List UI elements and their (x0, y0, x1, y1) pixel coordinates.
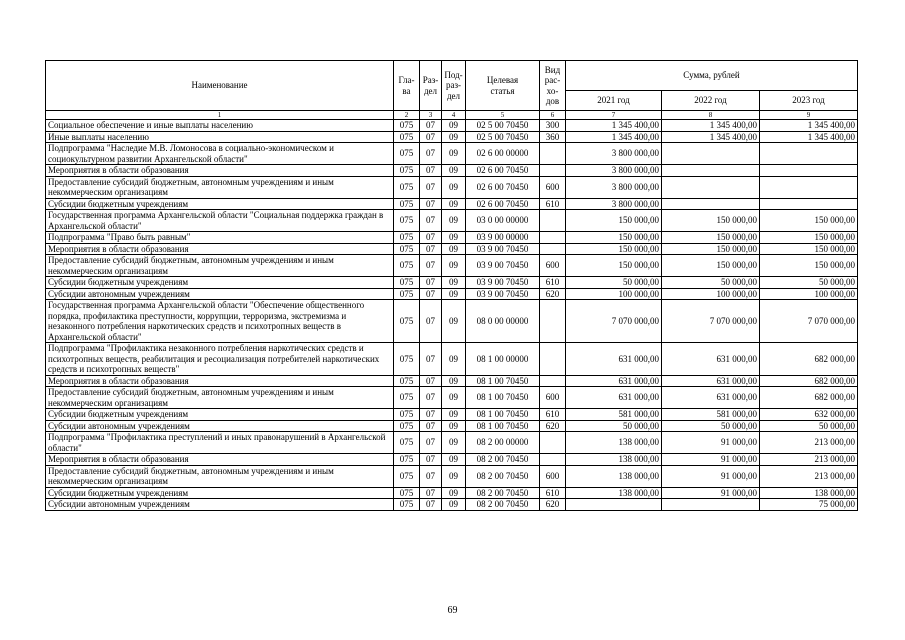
row-razdel: 07 (420, 343, 442, 376)
row-target: 02 6 00 70450 (466, 176, 540, 198)
table-row (46, 232, 858, 244)
row-amount-2022: 91 000,00 (662, 465, 760, 487)
row-glava: 075 (394, 131, 420, 143)
row-target: 02 6 00 70450 (466, 198, 540, 210)
budget-table (45, 60, 858, 511)
column-number: 9 (760, 111, 858, 120)
row-glava: 075 (394, 143, 420, 165)
row-razdel: 07 (420, 300, 442, 343)
row-amount-2022: 1 345 400,00 (662, 131, 760, 143)
table-row (46, 210, 858, 232)
column-number: 1 (46, 111, 394, 120)
row-podrazdel: 09 (442, 277, 466, 289)
row-podrazdel: 09 (442, 343, 466, 376)
row-name: Государственная программа Архангельской области "Обеспечение общественного порядка, профилактика преступности, коррупции, терроризма, экстремизма и незаконного потребления наркотических средств и психотропных веществ в Архангельской области" (46, 300, 394, 343)
row-razdel: 07 (420, 243, 442, 255)
row-podrazdel: 09 (442, 210, 466, 232)
row-amount-2023: 50 000,00 (760, 420, 858, 432)
table-row (46, 288, 858, 300)
row-amount-2021: 50 000,00 (566, 420, 662, 432)
row-target: 08 2 00 70450 (466, 465, 540, 487)
row-podrazdel: 09 (442, 131, 466, 143)
row-vid: 620 (540, 420, 566, 432)
header-2021: 2021 год (566, 91, 662, 111)
row-glava: 075 (394, 198, 420, 210)
row-name: Иные выплаты населению (46, 131, 394, 143)
row-glava: 075 (394, 232, 420, 244)
row-razdel: 07 (420, 288, 442, 300)
header-2022: 2022 год (662, 91, 760, 111)
row-amount-2023 (760, 198, 858, 210)
row-amount-2023: 150 000,00 (760, 232, 858, 244)
row-vid (540, 143, 566, 165)
table-row (46, 176, 858, 198)
row-amount-2022: 7 070 000,00 (662, 300, 760, 343)
row-name: Субсидии автономным учреждениям (46, 288, 394, 300)
row-glava: 075 (394, 255, 420, 277)
row-name: Государственная программа Архангельской области "Социальная поддержка граждан в Архангельской области" (46, 210, 394, 232)
table-row (46, 487, 858, 499)
table-row (46, 375, 858, 387)
row-amount-2022: 91 000,00 (662, 454, 760, 466)
row-target: 03 9 00 70450 (466, 288, 540, 300)
row-podrazdel: 09 (442, 409, 466, 421)
row-amount-2023: 7 070 000,00 (760, 300, 858, 343)
row-podrazdel: 09 (442, 375, 466, 387)
row-glava: 075 (394, 409, 420, 421)
row-amount-2021: 3 800 000,00 (566, 143, 662, 165)
row-amount-2023 (760, 176, 858, 198)
row-amount-2022 (662, 176, 760, 198)
row-amount-2021: 138 000,00 (566, 432, 662, 454)
row-amount-2023: 50 000,00 (760, 277, 858, 289)
row-razdel: 07 (420, 176, 442, 198)
row-amount-2023: 682 000,00 (760, 375, 858, 387)
row-vid: 620 (540, 288, 566, 300)
row-razdel: 07 (420, 375, 442, 387)
row-podrazdel: 09 (442, 143, 466, 165)
row-vid (540, 375, 566, 387)
row-amount-2022: 91 000,00 (662, 487, 760, 499)
row-amount-2021: 631 000,00 (566, 343, 662, 376)
row-amount-2021: 100 000,00 (566, 288, 662, 300)
row-vid: 600 (540, 465, 566, 487)
table-header (46, 61, 858, 120)
row-amount-2022: 1 345 400,00 (662, 120, 760, 132)
table-row (46, 243, 858, 255)
row-vid: 610 (540, 277, 566, 289)
row-razdel: 07 (420, 432, 442, 454)
row-razdel: 07 (420, 499, 442, 511)
row-razdel: 07 (420, 387, 442, 409)
row-vid: 610 (540, 409, 566, 421)
column-number: 6 (540, 111, 566, 120)
row-name: Субсидии автономным учреждениям (46, 499, 394, 511)
row-amount-2023: 213 000,00 (760, 432, 858, 454)
row-vid: 600 (540, 176, 566, 198)
row-target: 02 5 00 70450 (466, 120, 540, 132)
row-target: 03 9 00 70450 (466, 255, 540, 277)
row-amount-2023: 213 000,00 (760, 454, 858, 466)
row-razdel: 07 (420, 487, 442, 499)
row-amount-2023: 150 000,00 (760, 255, 858, 277)
row-podrazdel: 09 (442, 288, 466, 300)
row-amount-2022: 631 000,00 (662, 343, 760, 376)
row-amount-2022: 631 000,00 (662, 375, 760, 387)
row-razdel: 07 (420, 143, 442, 165)
row-razdel: 07 (420, 409, 442, 421)
row-amount-2023: 138 000,00 (760, 487, 858, 499)
row-target: 02 6 00 70450 (466, 165, 540, 177)
row-amount-2023: 632 000,00 (760, 409, 858, 421)
row-name: Мероприятия в области образования (46, 243, 394, 255)
table-row (46, 165, 858, 177)
row-amount-2021: 1 345 400,00 (566, 120, 662, 132)
row-podrazdel: 09 (442, 165, 466, 177)
row-target: 08 1 00 70450 (466, 375, 540, 387)
row-amount-2022 (662, 143, 760, 165)
header-target: Целевая статья (466, 61, 540, 111)
row-vid (540, 343, 566, 376)
row-razdel: 07 (420, 277, 442, 289)
column-number-row (46, 111, 858, 120)
page-number: 69 (447, 605, 458, 616)
row-glava: 075 (394, 499, 420, 511)
row-amount-2021: 7 070 000,00 (566, 300, 662, 343)
row-name: Предоставление субсидий бюджетным, автономным учреждениям и иным некоммерческим организациям (46, 387, 394, 409)
row-razdel: 07 (420, 210, 442, 232)
table-row (46, 343, 858, 376)
row-amount-2023: 75 000,00 (760, 499, 858, 511)
row-target: 08 1 00 70450 (466, 409, 540, 421)
row-amount-2021: 1 345 400,00 (566, 131, 662, 143)
table-row (46, 255, 858, 277)
row-name: Предоставление субсидий бюджетным, автономным учреждениям и иным некоммерческим организациям (46, 255, 394, 277)
row-amount-2022 (662, 198, 760, 210)
header-sum: Сумма, рублей (566, 61, 858, 91)
row-podrazdel: 09 (442, 120, 466, 132)
row-glava: 075 (394, 165, 420, 177)
row-podrazdel: 09 (442, 465, 466, 487)
header-vid: Вид рас- хо- дов (540, 61, 566, 111)
row-name: Субсидии бюджетным учреждениям (46, 487, 394, 499)
row-name: Подпрограмма "Наследие М.В. Ломоносова в социально-экономическом и социокультурном развитии Архангельской области" (46, 143, 394, 165)
table-row (46, 454, 858, 466)
row-vid: 620 (540, 499, 566, 511)
table-row (46, 465, 858, 487)
table-row (46, 499, 858, 511)
row-name: Мероприятия в области образования (46, 165, 394, 177)
row-glava: 075 (394, 210, 420, 232)
row-target: 08 2 00 00000 (466, 432, 540, 454)
row-podrazdel: 09 (442, 198, 466, 210)
row-glava: 075 (394, 432, 420, 454)
row-amount-2022: 581 000,00 (662, 409, 760, 421)
table-row (46, 277, 858, 289)
column-number: 7 (566, 111, 662, 120)
row-amount-2022: 50 000,00 (662, 420, 760, 432)
table-row (46, 420, 858, 432)
row-amount-2021: 150 000,00 (566, 210, 662, 232)
row-name: Социальное обеспечение и иные выплаты населению (46, 120, 394, 132)
row-amount-2021: 581 000,00 (566, 409, 662, 421)
row-razdel: 07 (420, 232, 442, 244)
row-amount-2022: 150 000,00 (662, 232, 760, 244)
row-glava: 075 (394, 277, 420, 289)
row-glava: 075 (394, 465, 420, 487)
row-podrazdel: 09 (442, 432, 466, 454)
row-glava: 075 (394, 420, 420, 432)
row-target: 08 1 00 70450 (466, 420, 540, 432)
row-glava: 075 (394, 487, 420, 499)
row-vid: 300 (540, 120, 566, 132)
header-razdel: Раз- дел (420, 61, 442, 111)
row-podrazdel: 09 (442, 243, 466, 255)
row-amount-2021: 3 800 000,00 (566, 165, 662, 177)
column-number: 4 (442, 111, 466, 120)
row-vid (540, 432, 566, 454)
row-amount-2023: 1 345 400,00 (760, 120, 858, 132)
row-target: 03 0 00 00000 (466, 210, 540, 232)
row-vid (540, 300, 566, 343)
row-name: Подпрограмма "Право быть равным" (46, 232, 394, 244)
row-glava: 075 (394, 120, 420, 132)
row-razdel: 07 (420, 255, 442, 277)
row-amount-2022: 100 000,00 (662, 288, 760, 300)
row-glava: 075 (394, 300, 420, 343)
row-amount-2023: 213 000,00 (760, 465, 858, 487)
header-2023: 2023 год (760, 91, 858, 111)
row-amount-2022 (662, 499, 760, 511)
row-amount-2021: 150 000,00 (566, 243, 662, 255)
row-razdel: 07 (420, 198, 442, 210)
row-name: Субсидии бюджетным учреждениям (46, 409, 394, 421)
row-podrazdel: 09 (442, 176, 466, 198)
row-amount-2021: 150 000,00 (566, 255, 662, 277)
row-podrazdel: 09 (442, 255, 466, 277)
row-vid: 610 (540, 487, 566, 499)
table-body (46, 120, 858, 511)
table-row (46, 120, 858, 132)
row-vid (540, 243, 566, 255)
row-amount-2023: 150 000,00 (760, 210, 858, 232)
row-name: Предоставление субсидий бюджетным, автономным учреждениям и иным некоммерческим организациям (46, 176, 394, 198)
row-glava: 075 (394, 176, 420, 198)
row-vid: 610 (540, 198, 566, 210)
table-row (46, 409, 858, 421)
header-name: Наименование (46, 61, 394, 111)
row-target: 03 9 00 00000 (466, 232, 540, 244)
row-razdel: 07 (420, 165, 442, 177)
row-target: 03 9 00 70450 (466, 277, 540, 289)
row-amount-2022: 50 000,00 (662, 277, 760, 289)
row-target: 02 6 00 00000 (466, 143, 540, 165)
row-amount-2023: 150 000,00 (760, 243, 858, 255)
row-podrazdel: 09 (442, 387, 466, 409)
row-vid: 360 (540, 131, 566, 143)
row-amount-2021: 138 000,00 (566, 465, 662, 487)
row-vid (540, 454, 566, 466)
row-podrazdel: 09 (442, 232, 466, 244)
row-razdel: 07 (420, 454, 442, 466)
row-amount-2023 (760, 165, 858, 177)
row-amount-2022: 150 000,00 (662, 255, 760, 277)
row-razdel: 07 (420, 120, 442, 132)
table-row (46, 300, 858, 343)
row-vid (540, 210, 566, 232)
row-name: Мероприятия в области образования (46, 454, 394, 466)
row-target: 08 1 00 00000 (466, 343, 540, 376)
table-row (46, 131, 858, 143)
row-amount-2021: 3 800 000,00 (566, 176, 662, 198)
row-name: Мероприятия в области образования (46, 375, 394, 387)
row-amount-2022: 631 000,00 (662, 387, 760, 409)
row-amount-2021: 150 000,00 (566, 232, 662, 244)
row-vid (540, 232, 566, 244)
row-name: Субсидии бюджетным учреждениям (46, 198, 394, 210)
header-podrazdel: Под- раз- дел (442, 61, 466, 111)
row-podrazdel: 09 (442, 300, 466, 343)
row-vid: 600 (540, 255, 566, 277)
row-razdel: 07 (420, 131, 442, 143)
row-target: 08 2 00 70450 (466, 499, 540, 511)
column-number: 8 (662, 111, 760, 120)
row-amount-2023: 1 345 400,00 (760, 131, 858, 143)
row-amount-2022: 150 000,00 (662, 210, 760, 232)
row-razdel: 07 (420, 465, 442, 487)
row-name: Подпрограмма "Профилактика незаконного потребления наркотических средств и психотропных веществ, реабилитация и ресоциализация потребителей наркотических средств и психотропных веществ" (46, 343, 394, 376)
row-name: Субсидии автономным учреждениям (46, 420, 394, 432)
row-amount-2022: 150 000,00 (662, 243, 760, 255)
column-number: 3 (420, 111, 442, 120)
row-name: Субсидии бюджетным учреждениям (46, 277, 394, 289)
column-number: 5 (466, 111, 540, 120)
row-amount-2022 (662, 165, 760, 177)
row-amount-2023: 100 000,00 (760, 288, 858, 300)
row-podrazdel: 09 (442, 454, 466, 466)
row-amount-2021: 138 000,00 (566, 454, 662, 466)
row-amount-2021 (566, 499, 662, 511)
row-podrazdel: 09 (442, 420, 466, 432)
column-number: 2 (394, 111, 420, 120)
table-row (46, 387, 858, 409)
row-target: 02 5 00 70450 (466, 131, 540, 143)
row-razdel: 07 (420, 420, 442, 432)
row-amount-2023: 682 000,00 (760, 387, 858, 409)
row-amount-2021: 138 000,00 (566, 487, 662, 499)
row-target: 08 2 00 70450 (466, 487, 540, 499)
row-amount-2021: 631 000,00 (566, 387, 662, 409)
row-glava: 075 (394, 375, 420, 387)
row-glava: 075 (394, 288, 420, 300)
table-row (46, 432, 858, 454)
row-glava: 075 (394, 454, 420, 466)
row-target: 03 9 00 70450 (466, 243, 540, 255)
row-glava: 075 (394, 243, 420, 255)
table-row (46, 198, 858, 210)
header-glava: Гла- ва (394, 61, 420, 111)
row-name: Предоставление субсидий бюджетным, автономным учреждениям и иным некоммерческим организациям (46, 465, 394, 487)
row-glava: 075 (394, 387, 420, 409)
row-amount-2023: 682 000,00 (760, 343, 858, 376)
row-glava: 075 (394, 343, 420, 376)
row-amount-2022: 91 000,00 (662, 432, 760, 454)
row-target: 08 2 00 70450 (466, 454, 540, 466)
row-target: 08 1 00 70450 (466, 387, 540, 409)
row-name: Подпрограмма "Профилактика преступлений и иных правонарушений в Архангельской области" (46, 432, 394, 454)
row-amount-2021: 3 800 000,00 (566, 198, 662, 210)
row-target: 08 0 00 00000 (466, 300, 540, 343)
table-row (46, 143, 858, 165)
row-amount-2023 (760, 143, 858, 165)
row-podrazdel: 09 (442, 487, 466, 499)
row-amount-2021: 50 000,00 (566, 277, 662, 289)
row-vid (540, 165, 566, 177)
row-podrazdel: 09 (442, 499, 466, 511)
row-amount-2021: 631 000,00 (566, 375, 662, 387)
row-vid: 600 (540, 387, 566, 409)
